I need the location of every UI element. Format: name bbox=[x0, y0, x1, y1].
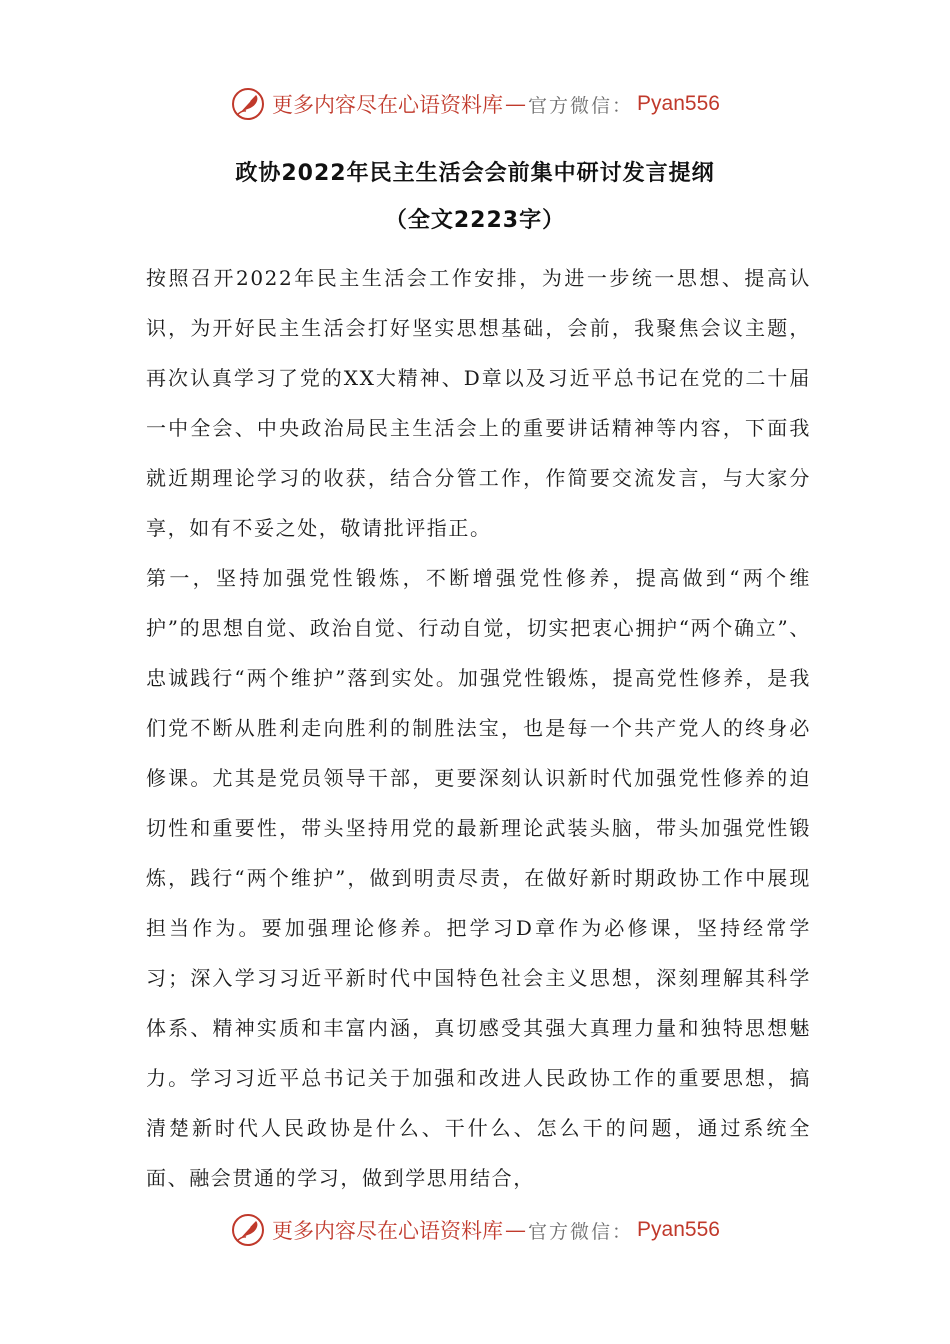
header-banner bbox=[0, 82, 950, 126]
feather-pen-logo-icon bbox=[230, 1212, 266, 1248]
banner-dash: — bbox=[505, 1218, 527, 1242]
banner-wechat-label: 官方微信： bbox=[528, 94, 634, 117]
document-subtitle: （全文2223字） bbox=[384, 208, 566, 233]
document-title: 政协2022年民主生活会会前集中研讨发言提纲 bbox=[235, 161, 715, 186]
document-body bbox=[146, 253, 811, 1203]
banner-wechat-label: 官方微信： bbox=[528, 1220, 634, 1243]
paragraph-intro: 按照召开2022年民主生活会工作安排，为进一步统一思想、提高认识，为开好民主生活会打好坚实思想基础，会前，我聚焦会议主题，再次认真学习了党的XX大精神、D章以及习近平总书记在党的二十届一中全会、中央政治局民主生活会上的重要讲话精神等内容，下面我就近期理论学习的收获，结合分管工作，作简要交流发言，与大家分享，如有不妥之处，敬请批评指正。 bbox=[146, 266, 811, 540]
banner-wechat-id: Pyan556 bbox=[637, 1218, 720, 1241]
paragraph-first-point: 第一，坚持加强党性锻炼，不断增强党性修养，提高做到“两个维护”的思想自觉、政治自觉、行动自觉，切实把衷心拥护“两个确立”、忠诚践行“两个维护”落到实处。加强党性锻炼，提高党性修养，是我们党不断从胜利走向胜利的制胜法宝，也是每一个共产党人的终身必修课。尤其是党员领导干部，更要深刻认识新时代加强党性修养的迫切性和重要性，带头坚持用党的最新理论武装头脑，带头加强党性锻炼，践行“两个维护”，做到明责尽责，在做好新时期政协工作中展现担当作为。要加强理论修养。把学习D章作为必修课，坚持经常学习；深入学习习近平新时代中国特色社会主义思想，深刻理解其科学体系、精神实质和丰富内涵，真切感受其强大真理力量和独特思想魅力。学习习近平总书记关于加强和改进人民政协工作的重要思想，搞清楚新时代人民政协是什么、干什么、怎么干的问题，通过系统全面、融会贯通的学习，做到学思用结合， bbox=[146, 566, 811, 1190]
banner-dash: — bbox=[505, 92, 527, 116]
footer-banner bbox=[0, 1208, 950, 1252]
banner-wechat-id: Pyan556 bbox=[637, 92, 720, 115]
banner-site-text: 更多内容尽在心语资料库 bbox=[272, 1219, 504, 1243]
banner-site-text: 更多内容尽在心语资料库 bbox=[272, 93, 504, 117]
feather-pen-logo-icon bbox=[230, 86, 266, 122]
